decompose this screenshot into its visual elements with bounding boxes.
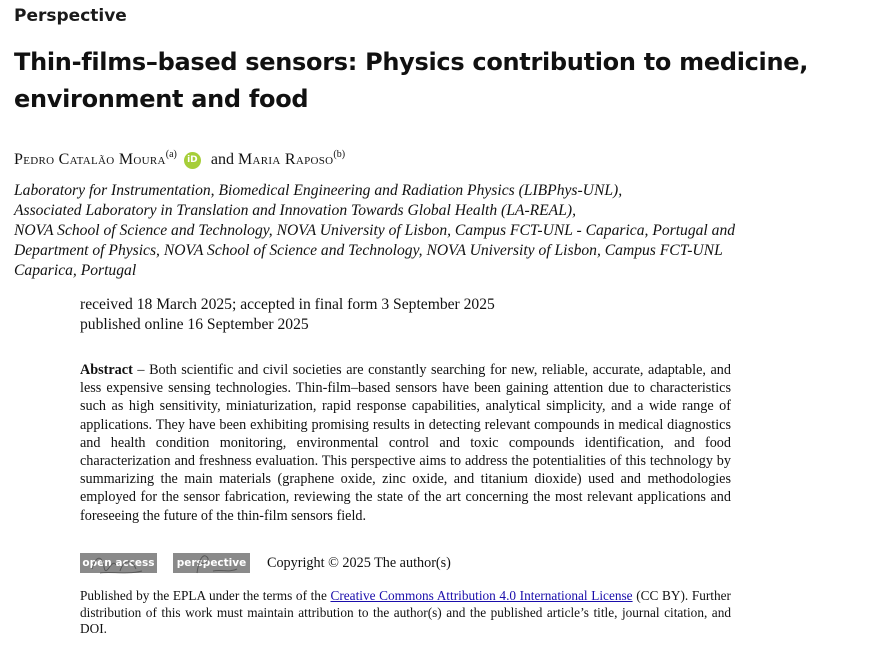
author-separator: and — [210, 151, 234, 168]
section-label: Perspective — [14, 6, 127, 26]
license-suffix: (CC BY). Further distribution of this work must maintain attribution to the author(s) and the published article’s title, journal citation, and DOI. — [80, 588, 731, 636]
license-statement — [80, 588, 731, 638]
affiliation-line: Caparica, Portugal — [14, 262, 137, 279]
affiliation-line: Department of Physics, NOVA School of Science and Technology, NOVA University of Lisbon, Campus FCT-UNL — [14, 242, 723, 259]
abstract-text: – Both scientific and civil societies are constantly searching for new, reliable, accurate, adaptable, and less expensive sensing technologies. Thin-film–based sensors have been gaining attention due to characteristics such as high sensitivity, miniaturization, rapid response capabilities, analytical simplicity, and a wide range of applications. They have been exhibiting promising results in detecting relevant compounds in medical diagnostics and health condition monitoring, environmental control and toxic compounds identification, and food characterization and freshness evaluation. This perspective aims to address the potentialities of this technology by summarizing the main materials (graphene oxide, zinc oxide, and titanium dioxide) used and methodologies employed for the sensor fabrication, reviewing the state of the art concerning the most relevant applications and foreseeing the future of the thin-film sensors field. — [80, 362, 731, 524]
received-accepted-dates: received 18 March 2025; accepted in final form 3 September 2025 — [80, 296, 495, 313]
abstract-label: Abstract — [80, 362, 133, 378]
article-tags — [80, 553, 731, 575]
author-affiliation-marker: (b) — [333, 149, 346, 160]
article-dates — [80, 295, 495, 335]
affiliation-line: Associated Laboratory in Translation and Innovation Towards Global Health (LA-REAL), — [14, 202, 576, 219]
cc-license-link[interactable]: Creative Commons Attribution 4.0 International License — [330, 588, 633, 603]
affiliation-line: NOVA School of Science and Technology, NOVA University of Lisbon, Campus FCT-UNL - Caparica, Portugal and — [14, 222, 736, 239]
article-title: Thin-films–based sensors: Physics contribution to medicine, environment and food — [14, 48, 809, 113]
affiliations — [14, 181, 870, 281]
perspective-badge[interactable]: perspective — [173, 553, 250, 573]
author-list — [14, 145, 345, 170]
license-prefix: Published by the EPLA under the terms of the — [80, 588, 331, 603]
copyright-notice: Copyright © 2025 The author(s) — [267, 555, 451, 571]
author-name[interactable]: Maria Raposo — [237, 151, 334, 168]
open-access-badge[interactable]: open access — [80, 553, 157, 573]
affiliation-line: Laboratory for Instrumentation, Biomedical Engineering and Radiation Physics (LIBPhys-UNL), — [14, 182, 623, 199]
orcid-icon[interactable]: iD — [184, 152, 201, 169]
author-name[interactable]: Pedro Catalão Moura — [14, 151, 166, 168]
author-affiliation-marker: (a) — [165, 149, 177, 160]
abstract — [80, 361, 731, 525]
published-date: published online 16 September 2025 — [80, 316, 309, 333]
